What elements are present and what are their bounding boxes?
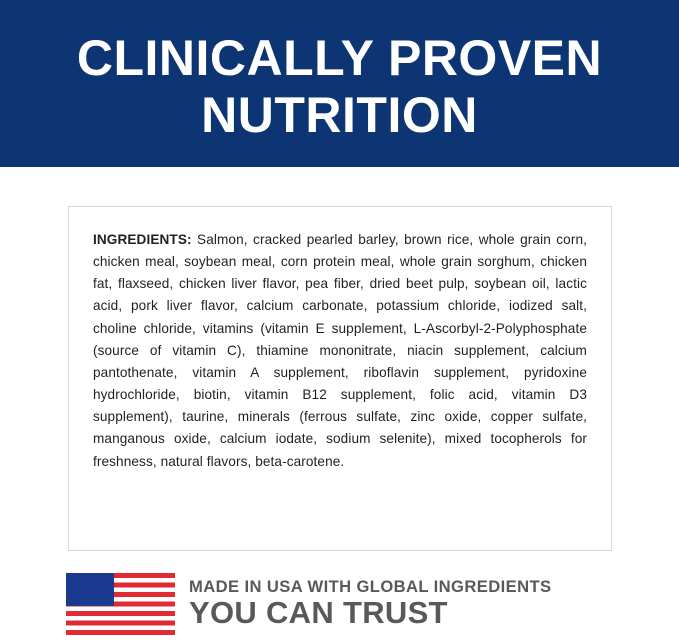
trust-footer bbox=[0, 566, 679, 642]
flag-canton bbox=[66, 573, 114, 606]
trust-footer-text bbox=[189, 578, 551, 630]
usa-flag-icon bbox=[66, 573, 175, 635]
ingredients-box bbox=[68, 206, 612, 551]
footer-line-1: MADE IN USA WITH GLOBAL INGREDIENTS bbox=[189, 576, 552, 596]
ingredients-paragraph bbox=[93, 229, 587, 473]
headline-line-2: NUTRITION bbox=[201, 86, 478, 143]
headline-line-1: CLINICALLY PROVEN bbox=[76, 29, 603, 86]
headline-banner bbox=[0, 0, 679, 167]
ingredients-label: INGREDIENTS: bbox=[93, 232, 192, 247]
footer-line-2: YOU CAN TRUST bbox=[189, 595, 448, 631]
ingredients-list: Salmon, cracked pearled barley, brown rice, whole grain corn, chicken meal, soybean meal, corn protein meal, whole grain sorghum, chicken fat, flaxseed, chicken liver flavor, pea fiber, dried beet pulp, soybean oil, lactic acid, pork liver flavor, calcium carbonate, potassium chloride, iodized salt, choline chloride, vitamins (vitamin E supplement, L-Ascorbyl-2-Polyphosphate (source of vitamin C), thiamine mononitrate, niacin supplement, calcium pantothenate, vitamin A supplement, riboflavin supplement, pyridoxine hydrochloride, biotin, vitamin B12 supplement, folic acid, vitamin D3 supplement), taurine, minerals (ferrous sulfate, zinc oxide, copper sulfate, manganous oxide, calcium iodate, sodium selenite), mixed tocopherols for freshness, natural flavors, beta-carotene. bbox=[93, 232, 587, 469]
